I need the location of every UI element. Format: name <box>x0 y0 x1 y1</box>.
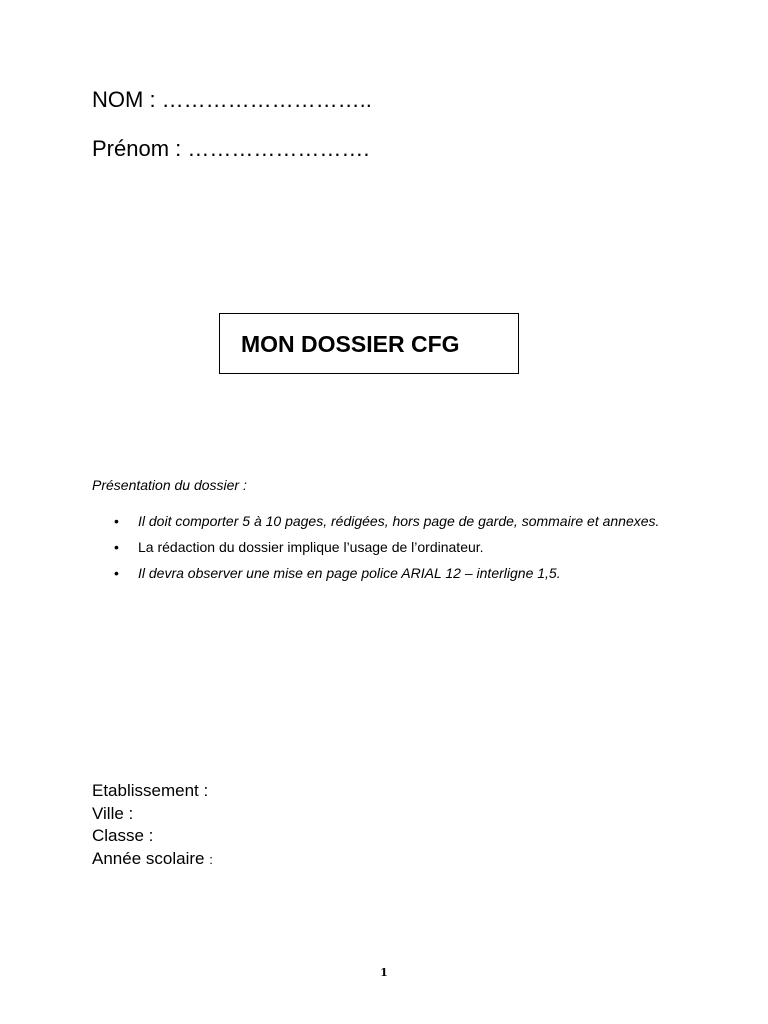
bullet-icon: • <box>114 539 119 555</box>
annee-scolaire-label: Année scolaire <box>92 848 205 868</box>
nom-field-line: NOM : ……………………….. <box>92 87 372 112</box>
list-item-text: Il devra observer une mise en page police ARIAL 12 – interligne 1,5. <box>138 565 561 581</box>
annee-scolaire-colon: : <box>209 851 213 867</box>
classe-label: Classe : <box>92 826 154 845</box>
annee-scolaire-line <box>92 848 213 872</box>
list-item <box>92 560 672 586</box>
list-item-text: Il doit comporter 5 à 10 pages, rédigées, hors page de garde, sommaire et annexes. <box>138 513 660 529</box>
presentation-heading: Présentation du dossier : <box>92 477 247 493</box>
school-info-block <box>92 780 213 871</box>
bullet-icon: • <box>114 513 119 529</box>
presentation-list <box>92 508 672 586</box>
list-item <box>92 508 672 534</box>
prenom-field-line: Prénom : ……………………. <box>92 136 370 161</box>
ville-label: Ville : <box>92 803 134 823</box>
list-item-text: La rédaction du dossier implique l’usage de l’ordinateur. <box>138 539 484 555</box>
document-title: MON DOSSIER CFG <box>241 331 460 357</box>
page-number: 1 <box>380 966 388 979</box>
bullet-icon: • <box>114 565 119 581</box>
title-box <box>219 313 519 374</box>
list-item <box>92 534 672 560</box>
etablissement-label: Etablissement : <box>92 781 209 800</box>
